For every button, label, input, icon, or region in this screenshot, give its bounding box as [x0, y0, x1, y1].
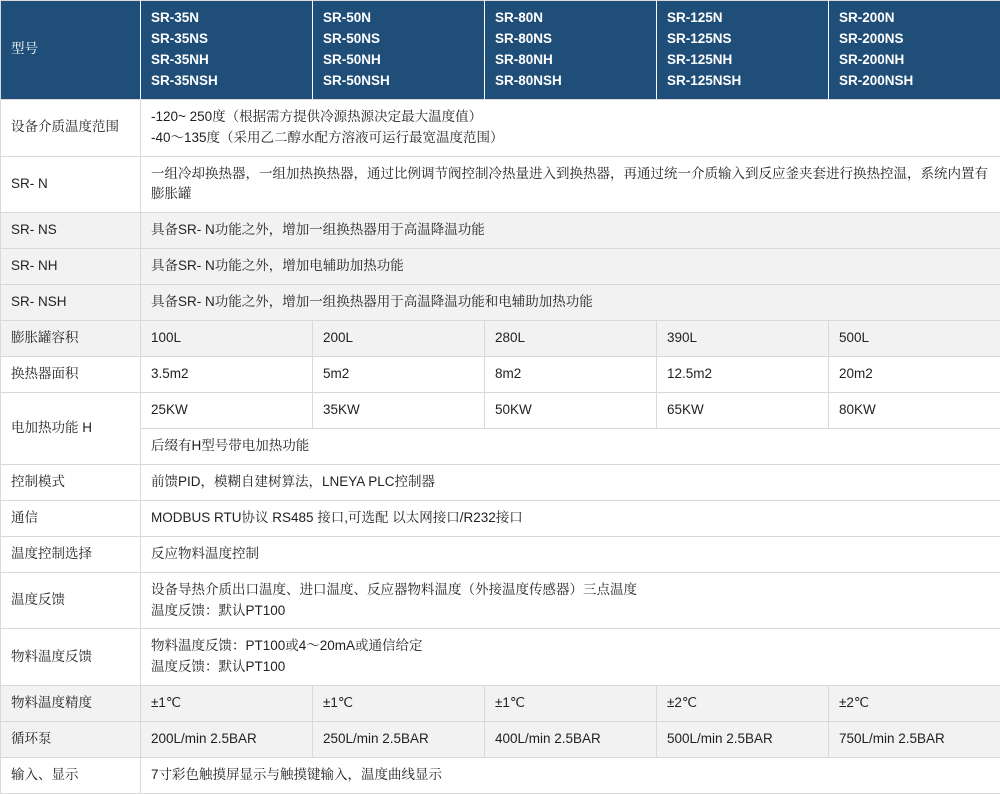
row-value: 65KW: [657, 392, 829, 428]
row-value-line: 温度反馈：默认PT100: [151, 601, 990, 622]
row-value: [141, 99, 1000, 156]
table-row: [1, 428, 1000, 464]
row-value: 5m2: [313, 357, 485, 393]
row-value: 500L: [829, 321, 1000, 357]
model-name: SR-125NSH: [667, 71, 818, 92]
row-value: 3.5m2: [141, 357, 313, 393]
model-name: SR-35NSH: [151, 71, 302, 92]
table-row: [1, 686, 1000, 722]
row-label: 循环泵: [1, 722, 141, 758]
model-name: SR-50NSH: [323, 71, 474, 92]
model-name: SR-80NS: [495, 29, 646, 50]
table-row: [1, 572, 1000, 629]
row-value: 390L: [657, 321, 829, 357]
table-row: [1, 357, 1000, 393]
row-value: 12.5m2: [657, 357, 829, 393]
row-label: 控制模式: [1, 464, 141, 500]
row-label: 物料温度精度: [1, 686, 141, 722]
table-body: [1, 99, 1000, 793]
row-value: 8m2: [485, 357, 657, 393]
row-value: ±2℃: [657, 686, 829, 722]
model-name: SR-200NSH: [839, 71, 990, 92]
row-value: 具备SR- N功能之外，增加电辅助加热功能: [141, 249, 1000, 285]
table-row: [1, 99, 1000, 156]
model-name: SR-200NH: [839, 50, 990, 71]
row-value: ±1℃: [141, 686, 313, 722]
row-label: 设备介质温度范围: [1, 99, 141, 156]
row-value-line: -120~ 250度（根据需方提供冷源热源决定最大温度值）: [151, 107, 990, 128]
row-value: 80KW: [829, 392, 1000, 428]
table-row: [1, 758, 1000, 794]
header-label-model: 型号: [1, 1, 141, 100]
row-value-line: 温度反馈：默认PT100: [151, 657, 990, 678]
header-model-col-5: [829, 1, 1000, 100]
model-name: SR-50N: [323, 8, 474, 29]
table-row: [1, 629, 1000, 686]
row-value: 200L/min 2.5BAR: [141, 722, 313, 758]
row-value: 20m2: [829, 357, 1000, 393]
row-value: 400L/min 2.5BAR: [485, 722, 657, 758]
row-value: ±1℃: [313, 686, 485, 722]
row-value: [141, 572, 1000, 629]
table-row: [1, 285, 1000, 321]
model-name: SR-50NS: [323, 29, 474, 50]
row-value: [141, 629, 1000, 686]
model-name: SR-50NH: [323, 50, 474, 71]
header-model-col-1: [141, 1, 313, 100]
row-label: 电加热功能 H: [1, 392, 141, 464]
model-name: SR-125N: [667, 8, 818, 29]
row-value: 280L: [485, 321, 657, 357]
row-value: 500L/min 2.5BAR: [657, 722, 829, 758]
header-model-col-4: [657, 1, 829, 100]
model-name: SR-125NH: [667, 50, 818, 71]
row-value: MODBUS RTU协议 RS485 接口,可选配 以太网接口/R232接口: [141, 500, 1000, 536]
table-row: [1, 500, 1000, 536]
row-value: 反应物料温度控制: [141, 536, 1000, 572]
table-row: [1, 249, 1000, 285]
model-name: SR-80NSH: [495, 71, 646, 92]
model-name: SR-200N: [839, 8, 990, 29]
row-value: 100L: [141, 321, 313, 357]
table-row: [1, 156, 1000, 213]
table-header: [1, 1, 1000, 100]
row-value: ±1℃: [485, 686, 657, 722]
row-value: 35KW: [313, 392, 485, 428]
row-label: 换热器面积: [1, 357, 141, 393]
row-value-line: 设备导热介质出口温度、进口温度、反应器物料温度（外接温度传感器）三点温度: [151, 580, 990, 601]
model-name: SR-125NS: [667, 29, 818, 50]
model-name: SR-35N: [151, 8, 302, 29]
header-model-col-2: [313, 1, 485, 100]
row-value: 25KW: [141, 392, 313, 428]
row-label: 膨胀罐容积: [1, 321, 141, 357]
row-value: 750L/min 2.5BAR: [829, 722, 1000, 758]
row-value: ±2℃: [829, 686, 1000, 722]
header-row: [1, 1, 1000, 100]
row-label: SR- NS: [1, 213, 141, 249]
row-value-line: 物料温度反馈：PT100或4～20mA或通信给定: [151, 636, 990, 657]
row-value: 200L: [313, 321, 485, 357]
model-name: SR-80N: [495, 8, 646, 29]
row-value: 具备SR- N功能之外，增加一组换热器用于高温降温功能: [141, 213, 1000, 249]
row-value-line: -40～135度（采用乙二醇水配方溶液可运行最宽温度范围）: [151, 128, 990, 149]
row-value: 一组冷却换热器，一组加热换热器，通过比例调节阀控制冷热量进入到换热器，再通过统一介质输入到反应釜夹套进行换热控温，系统内置有膨胀罐: [141, 156, 1000, 213]
table-row: [1, 464, 1000, 500]
table-row: [1, 536, 1000, 572]
row-value: 250L/min 2.5BAR: [313, 722, 485, 758]
row-value: 50KW: [485, 392, 657, 428]
row-label: SR- NH: [1, 249, 141, 285]
row-value: 前馈PID，模糊自建树算法，LNEYA PLC控制器: [141, 464, 1000, 500]
model-name: SR-35NH: [151, 50, 302, 71]
row-value: 具备SR- N功能之外，增加一组换热器用于高温降温功能和电辅助加热功能: [141, 285, 1000, 321]
table-row: [1, 321, 1000, 357]
row-label: 物料温度反馈: [1, 629, 141, 686]
row-label: SR- NSH: [1, 285, 141, 321]
header-model-col-3: [485, 1, 657, 100]
row-label: 温度控制选择: [1, 536, 141, 572]
table-row: [1, 213, 1000, 249]
model-name: SR-200NS: [839, 29, 990, 50]
table-row: [1, 392, 1000, 428]
row-label: 温度反馈: [1, 572, 141, 629]
model-name: SR-35NS: [151, 29, 302, 50]
row-label: 通信: [1, 500, 141, 536]
row-value: 7寸彩色触摸屏显示与触摸键输入，温度曲线显示: [141, 758, 1000, 794]
row-label: SR- N: [1, 156, 141, 213]
row-label: 输入、显示: [1, 758, 141, 794]
row-note: 后缀有H型号带电加热功能: [141, 428, 1000, 464]
model-name: SR-80NH: [495, 50, 646, 71]
